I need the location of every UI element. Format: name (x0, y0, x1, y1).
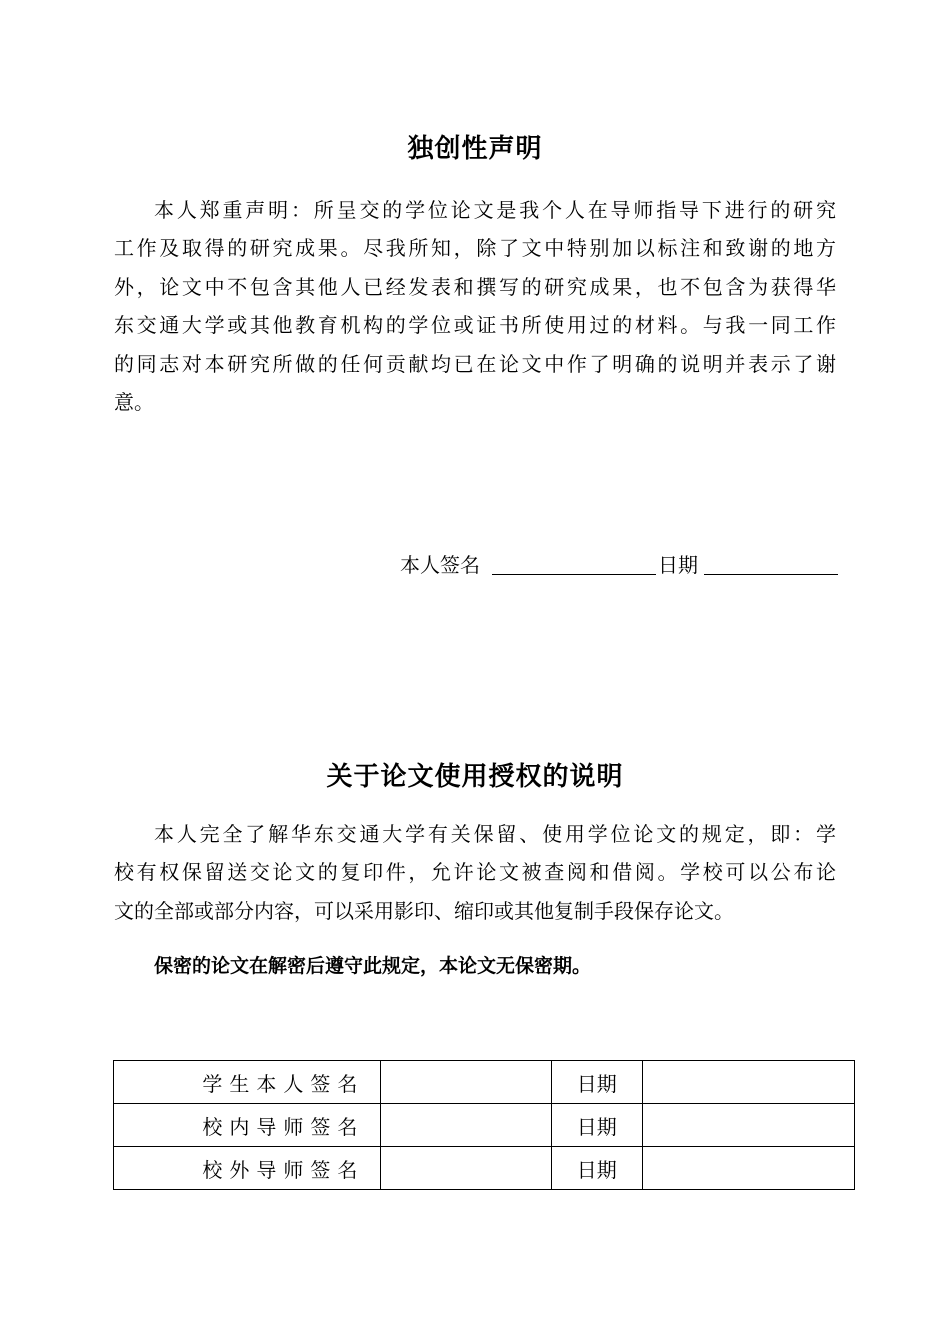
authorization-paragraph (114, 815, 836, 931)
date-label: 日期 (551, 1104, 642, 1147)
confidentiality-notice: 保密的论文在解密后遵守此规定，本论文无保密期。 (154, 955, 592, 977)
student-signature-label: 学生本人签名 (114, 1061, 381, 1104)
signature-label: 本人签名 (400, 553, 480, 577)
declaration-line: 的同志对本研究所做的任何贡献均已在论文中作了明确的说明并表示了谢 (114, 351, 836, 376)
authorization-line: 文的全部或部分内容，可以采用影印、缩印或其他复制手段保存论文。 (114, 898, 734, 923)
authorization-line: 本人完全了解华东交通大学有关保留、使用学位论文的规定，即：学 (154, 822, 836, 846)
signature-table (113, 1060, 855, 1190)
table-row (114, 1104, 855, 1147)
authorization-title: 关于论文使用授权的说明 (326, 762, 624, 792)
external-advisor-signature-cell[interactable] (381, 1147, 551, 1190)
declaration-line: 意。 (114, 390, 154, 415)
external-advisor-date-cell[interactable] (642, 1147, 854, 1190)
internal-advisor-date-cell[interactable] (642, 1104, 854, 1147)
student-date-cell[interactable] (642, 1061, 854, 1104)
internal-advisor-signature-label: 校内导师签名 (114, 1104, 381, 1147)
internal-advisor-signature-cell[interactable] (381, 1104, 551, 1147)
declaration-line: 外，论文中不包含其他人已经发表和撰写的研究成果，也不包含为获得华 (114, 274, 836, 299)
external-advisor-signature-label: 校外导师签名 (114, 1147, 381, 1190)
signature-blank[interactable] (492, 574, 656, 575)
declaration-line: 本人郑重声明：所呈交的学位论文是我个人在导师指导下进行的研究 (154, 198, 836, 222)
declaration-line: 工作及取得的研究成果。尽我所知，除了文中特别加以标注和致谢的地方 (114, 236, 836, 261)
table-row (114, 1061, 855, 1104)
date-label: 日期 (551, 1061, 642, 1104)
table-row (114, 1147, 855, 1190)
signature-line (400, 547, 840, 579)
date-label: 日期 (658, 553, 698, 577)
date-blank[interactable] (704, 574, 838, 575)
declaration-paragraph (114, 191, 836, 421)
declaration-title: 独创性声明 (407, 134, 543, 164)
date-label: 日期 (551, 1147, 642, 1190)
authorization-line: 校有权保留送交论文的复印件，允许论文被查阅和借阅。学校可以公布论 (114, 860, 836, 885)
declaration-line: 东交通大学或其他教育机构的学位或证书所使用过的材料。与我一同工作 (114, 313, 836, 338)
student-signature-cell[interactable] (381, 1061, 551, 1104)
